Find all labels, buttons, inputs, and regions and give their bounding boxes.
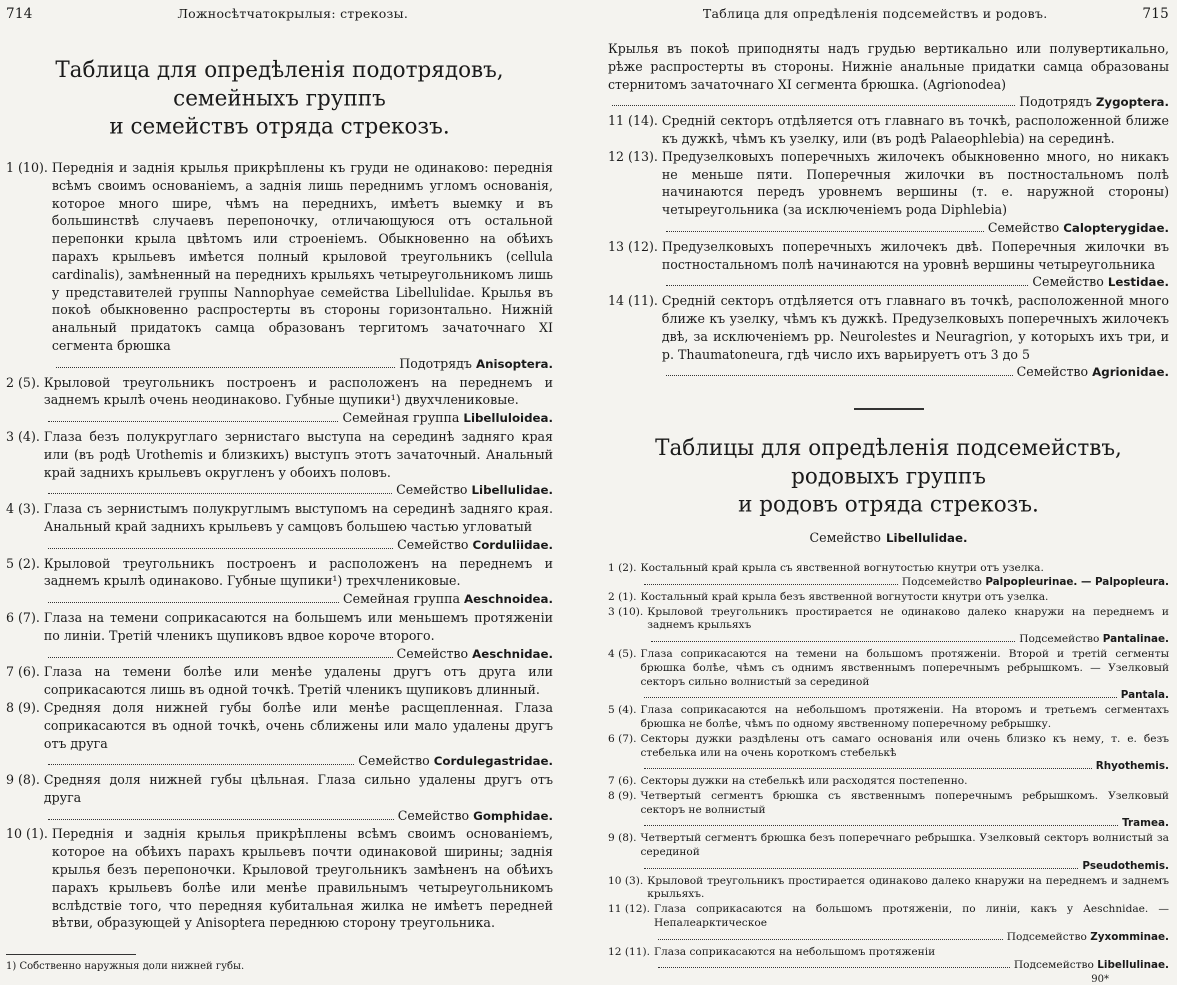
entry-result (640, 576, 1169, 590)
entry-body (647, 875, 1169, 903)
entry-result (640, 860, 1169, 874)
result-prefix: Семейство (396, 482, 468, 498)
dot-leader (666, 230, 984, 232)
entry-body (640, 733, 1169, 774)
heading-line-2: и семействъ отряда стрекозъ. (109, 113, 450, 140)
entry-number: 7 (6). (6, 664, 40, 680)
heading-line-2: и родовъ отряда стрекозъ. (738, 491, 1039, 519)
entry-body (52, 159, 553, 374)
result-prefix: Подсемейство (1019, 633, 1100, 646)
entry-number: 9 (8). (6, 772, 40, 788)
result-label (1082, 860, 1169, 874)
entry-result (662, 363, 1169, 382)
result-taxon: Cordulegastridae. (433, 754, 553, 769)
result-taxon: Libellulidae. (471, 483, 553, 498)
section-heading (608, 434, 1169, 519)
key-entry (6, 555, 553, 609)
key-entries (6, 159, 553, 932)
dot-leader (612, 104, 1015, 106)
entry-text: Средняя доля нижней губы цѣльная. Глаза сильно удалены другъ отъ друга (43, 772, 553, 805)
entry-number: 9 (8). (608, 832, 637, 845)
entry-body (44, 609, 553, 663)
running-head (608, 6, 1169, 26)
key-entry (608, 946, 1169, 974)
entry-number: 2 (1). (608, 590, 637, 603)
entry-text: Глаза соприкасаются на большомъ протяженіи, по линіи, какъ у Aeschnidae. — Непалеарктическое (653, 903, 1169, 930)
dot-leader (56, 366, 395, 368)
key-entry (608, 238, 1169, 292)
key-entry (6, 699, 553, 771)
entry-text: Глаза на темени соприкасаются на большемъ или меньшемъ протяженіи по линіи. Третій членикъ щупиковъ вдвое короче второго. (43, 609, 553, 643)
entry-body (640, 790, 1169, 831)
entry-body (662, 148, 1169, 238)
dot-leader (658, 938, 1003, 940)
entry-result (662, 219, 1169, 238)
result-prefix: Подсемейство (901, 575, 982, 588)
result-taxon: Pantalinae. (1102, 633, 1169, 646)
entry-number: 8 (9). (608, 789, 637, 802)
entry-result (44, 590, 553, 609)
footnote: 1) Собственно наружныя доли нижней губы. (6, 961, 245, 973)
key-entry (608, 790, 1169, 831)
result-prefix: Семейство (396, 645, 469, 661)
running-head-title: Таблица для опредѣленія подсемействъ и родовъ. (702, 6, 1048, 21)
result-taxon: Libellulinae. (1097, 959, 1169, 972)
result-prefix: Семейство (397, 536, 469, 552)
result-label (988, 219, 1169, 238)
dot-leader (48, 818, 394, 820)
result-label (1017, 363, 1169, 382)
key-entry (608, 875, 1169, 903)
printer-signature: 90* (1091, 974, 1109, 985)
key-entry (608, 903, 1169, 944)
entry-text: Крыловой треугольникъ построенъ и расположенъ на переднемъ и заднемъ крылѣ очень неодинаково. Губные щупики¹) двухчлениковые. (43, 374, 553, 408)
entry-body (654, 946, 1169, 974)
result-label (1014, 959, 1169, 973)
entry-number: 13 (12). (608, 238, 658, 254)
dot-leader (651, 640, 1015, 642)
entry-text: Глаза соприкасаются на темени на большомъ протяженіи. Второй и третій сегменты брюшка болѣе, чѣмъ съ однимъ явственнымъ поперечнымъ ребрышкомъ. — Узелковый секторъ сильно волнистый за серединой (640, 647, 1169, 688)
entry-number: 1 (10). (6, 160, 48, 175)
page-number: 715 (1142, 6, 1169, 22)
key-entry (6, 374, 553, 428)
entry-body (654, 903, 1169, 944)
result-label (902, 576, 1169, 590)
dot-leader (644, 867, 1078, 869)
entry-text: Четвертый сегментъ брюшка съ явственнымъ поперечнымъ ребрышкомъ. Узелковый секторъ не волнистый (640, 789, 1169, 816)
key-entry (6, 500, 553, 554)
genus-key (608, 562, 1169, 973)
key-entry (608, 704, 1169, 732)
result-label (1019, 93, 1169, 112)
entry-body (44, 500, 553, 554)
running-head (6, 6, 553, 26)
result-label (399, 355, 553, 374)
entry-text: Крыловой треугольникъ простирается не одинаково далеко кнаружи на переднемъ и заднемъ крыльяхъ (647, 605, 1169, 632)
result-label (398, 807, 553, 826)
entry-result (44, 807, 553, 826)
result-taxon: Tramea. (1122, 817, 1169, 830)
page-number: 714 (6, 6, 33, 22)
entry-number: 11 (12). (608, 903, 650, 916)
result-taxon: Zygoptera. (1095, 95, 1169, 110)
result-prefix: Семейная группа (342, 410, 460, 426)
section-separator (854, 408, 924, 410)
entry-number: 12 (11). (608, 945, 650, 958)
result-label (1019, 633, 1169, 647)
result-label (343, 590, 553, 609)
entry-text: Переднія и заднія крылья прикрѣплены къ груди не одинаково: переднія всѣмъ своимъ основаніемъ, а заднія лишь переднимъ угломъ основанія, которое много шире, чѣмъ на переднихъ, имѣетъ выемку и въ большинствѣ случаевъ перепоночку, отличающуюся отъ остальной перепонки крыла цвѣтомъ или строеніемъ. Обыкновенно на обѣихъ парахъ крыльевъ имѣется полный крыловой треугольникъ (cellula cardinalis), замѣненный на переднихъ крыльяхъ четыреугольникомъ лишь у представителей группы Nannophyae семейства Libellulidae. Крылья въ покоѣ обыкновенно распростерты въ стороны горизонтально. Нижній анальный придатокъ самца образованъ тергитомъ зачаточнаго XI сегмента брюшка (51, 160, 553, 353)
entry-number: 2 (5). (6, 374, 40, 390)
dot-leader (658, 966, 1010, 968)
entry-body (640, 775, 1169, 789)
key-entry (608, 648, 1169, 703)
dot-leader (48, 492, 392, 494)
result-taxon: Corduliidae. (472, 537, 553, 552)
entry-number: 10 (1). (6, 826, 48, 842)
entry-text: Переднія и заднія крылья прикрѣплены всѣмъ своимъ основаніемъ, которое на обѣихъ парахъ крыльевъ почти одинаковой ширины; заднія крылья безъ перепоночки. Крыловой треугольникъ замѣненъ на обѣихъ парахъ крыльевъ болѣе или менѣе правильнымъ четыреугольникомъ вслѣдствіе того, что передняя кубитальная жилка не имѣетъ передней вѣтви, образующей у Anisoptera переднюю сторону треугольника. (51, 826, 553, 931)
entry-body (608, 40, 1169, 112)
entry-text: Глаза соприкасаются на небольшомъ протяженіи (653, 945, 936, 958)
entry-body (640, 832, 1169, 873)
dot-leader (644, 824, 1118, 826)
dot-leader (644, 696, 1116, 698)
key-entries (608, 40, 1169, 382)
entry-text: Четвертый сегментъ брюшка безъ поперечнаго ребрышка. Узелковый секторъ волнистый за серединой (640, 832, 1169, 859)
dot-leader (48, 763, 354, 765)
entry-text: Глаза съ зернистымъ полукруглымъ выступомъ на серединѣ задняго края. Анальный край заднихъ крыльевъ у самцовъ большею частью угловатый (43, 501, 553, 534)
key-entry (6, 159, 553, 374)
entry-result (640, 817, 1169, 831)
entry-result (608, 93, 1169, 112)
result-taxon: Lestidae. (1107, 275, 1169, 290)
entry-text: Предузелковыхъ поперечныхъ жилочекъ двѣ. Поперечныя жилочки въ постностальномъ полѣ начинаются на уровнѣ вершины четыреугольника (661, 238, 1169, 272)
result-taxon: Agrionidae. (1092, 365, 1169, 380)
key-entry (608, 606, 1169, 647)
entry-text: Средній секторъ отдѣляется отъ главнаго въ точкѣ, расположенной ближе къ дужкѣ, чѣмъ къ узелку, или (въ родѣ Palaeophlebia) на серединѣ. (661, 113, 1169, 146)
key-entry (608, 775, 1169, 789)
entry-result (640, 760, 1169, 774)
result-label (1007, 931, 1169, 945)
result-prefix: Семейная группа (343, 591, 460, 607)
result-taxon: Gomphidae. (473, 808, 553, 823)
entry-text: Средній секторъ отдѣляется отъ главнаго въ точкѣ, расположенной много ближе къ узелку, чѣмъ къ дужкѣ. Предузелковыхъ поперечныхъ жилочекъ двѣ, за исключеніемъ рр. Neurolestes и Neuragrion, у которыхъ ихъ три, и р. Thaumatoneura, гдѣ число ихъ варьируетъ отъ 3 до 5 (661, 293, 1169, 362)
entry-body (640, 648, 1169, 703)
entry-body (44, 374, 553, 428)
entry-text: Секторы дужки на стебелькѣ или расходятся постепенно. (640, 775, 968, 788)
key-entry (608, 40, 1169, 112)
result-prefix: Подотрядъ (399, 355, 472, 371)
result-prefix: Семейство (358, 753, 430, 769)
entry-text: Глаза безъ полукруглаго зернистаго выступа на серединѣ задняго края или (въ родѣ Urothemis и близкихъ) выступъ этотъ зачаточный. Анальный край заднихъ крыльевъ округленъ у обоихъ половъ. (43, 428, 553, 480)
entry-number: 6 (7). (6, 609, 40, 625)
result-label (1032, 273, 1169, 292)
family-prefix: Семейство (809, 530, 881, 546)
result-label (1096, 760, 1169, 774)
family-title (608, 527, 1169, 546)
key-entry (608, 148, 1169, 238)
dot-leader (48, 420, 339, 422)
entry-text: Глаза на темени болѣе или менѣе удалены другъ отъ друга или соприкасаются лишь въ одной точкѣ. Третій членикъ щупиковъ длинный. (43, 664, 553, 698)
dot-leader (48, 547, 393, 549)
result-prefix: Семейство (1032, 274, 1104, 290)
section-heading (6, 56, 553, 141)
key-entry (6, 825, 553, 932)
entry-number: 5 (2). (6, 555, 40, 571)
footnote-rule (6, 954, 136, 955)
result-label (358, 752, 553, 771)
entry-body (44, 663, 553, 699)
result-label (396, 481, 553, 500)
result-prefix: Подотрядъ (1019, 94, 1092, 110)
key-entry (6, 428, 553, 500)
key-entry (608, 292, 1169, 382)
entry-result (44, 536, 553, 555)
result-taxon: Aeschnoidea. (464, 592, 553, 607)
entry-text: Костальный край крыла безъ явственной вогнутости кнутри отъ узелка. (640, 590, 1049, 603)
result-taxon: Calopterygidae. (1063, 220, 1169, 235)
key-entry (608, 832, 1169, 873)
left-page (0, 0, 575, 973)
heading-line-1: Таблицы для опредѣленія подсемействъ, родовыхъ группъ (655, 435, 1122, 490)
result-prefix: Подсемейство (1013, 959, 1094, 972)
entry-text: Костальный край крыла съ явственной вогнутостью кнутри отъ узелка. (640, 562, 1044, 575)
key-entry (608, 733, 1169, 774)
key-entry (6, 663, 553, 699)
entry-number: 7 (6). (608, 775, 637, 788)
result-taxon: Aeschnidae. (472, 646, 553, 661)
entry-text: Крылья въ покоѣ приподняты надъ грудью вертикально или полувертикально, рѣже распростерты въ стороны. Нижніе анальные придатки самца образованы стернитомъ зачаточнаго XI сегмента брюшка. (Agrionodea) (608, 41, 1169, 92)
result-label (397, 536, 553, 555)
result-taxon: Pantala. (1120, 689, 1169, 702)
entry-body (662, 292, 1169, 382)
entry-number: 10 (3). (608, 874, 644, 887)
entry-result (52, 355, 553, 374)
dot-leader (644, 583, 897, 585)
result-label (397, 645, 553, 664)
key-entry (608, 591, 1169, 605)
dot-leader (48, 601, 339, 603)
entry-text: Секторы дужки раздѣлены отъ самаго основанія или очень близко къ нему, т. е. безъ стебелька или на очень короткомъ стебелькѣ (640, 732, 1169, 759)
entry-number: 6 (7). (608, 732, 637, 745)
key-entry (6, 609, 553, 663)
result-taxon: Zyxomminae. (1090, 930, 1169, 943)
entry-body (52, 825, 553, 932)
entry-result (662, 273, 1169, 292)
entry-body (640, 562, 1169, 590)
entry-text: Крыловой треугольникъ построенъ и расположенъ на переднемъ и заднемъ крылѣ одинаково. Губные щупики¹) трехчлениковые. (43, 555, 553, 589)
heading-line-1: Таблица для опредѣленія подотрядовъ, семейныхъ группъ (55, 57, 504, 112)
result-prefix: Семейство (1016, 364, 1089, 380)
result-taxon: Palpopleurinae. — Palpopleura. (985, 575, 1169, 588)
entry-number: 3 (10). (608, 605, 644, 618)
result-taxon: Rhyothemis. (1095, 760, 1169, 773)
result-label (1121, 689, 1169, 703)
entry-body (662, 112, 1169, 148)
key-entry (608, 562, 1169, 590)
entry-body (44, 699, 553, 771)
key-entry (608, 112, 1169, 148)
dot-leader (666, 374, 1013, 376)
dot-leader (644, 767, 1091, 769)
result-prefix: Семейство (987, 219, 1060, 235)
entry-number: 4 (3). (6, 501, 40, 517)
running-head-title: Ложносѣтчатокрылыя: стрекозы. (177, 6, 409, 21)
entry-number: 11 (14). (608, 113, 658, 129)
entry-result (44, 481, 553, 500)
dot-leader (666, 284, 1029, 286)
entry-body (640, 704, 1169, 732)
result-label (1122, 817, 1169, 831)
entry-number: 8 (9). (6, 699, 40, 715)
result-taxon: Libelluloidea. (463, 411, 553, 426)
result-taxon: Anisoptera. (475, 356, 553, 371)
result-prefix: Подсемейство (1006, 930, 1087, 943)
result-prefix: Семейство (397, 807, 470, 823)
entry-number: 4 (5). (608, 647, 637, 660)
entry-result (44, 409, 553, 428)
entry-body (44, 428, 553, 500)
entry-text: Глаза соприкасаются на небольшомъ протяженіи. На второмъ и третьемъ сегментахъ брюшка не болѣе, чѣмъ по одному явственному поперечному ребрышку. (640, 704, 1169, 730)
entry-result (647, 633, 1169, 647)
result-taxon: Pseudothemis. (1082, 859, 1169, 872)
entry-body (44, 555, 553, 609)
entry-text: Предузелковыхъ поперечныхъ жилочекъ обыкновенно много, но никакъ не меньше пяти. Поперечныя жилочки въ постностальномъ полѣ начинаются передъ уровнемъ вершины (т. е. наружной стороны) четыреугольника (за исключеніемъ рода Diphlebia) (661, 148, 1169, 218)
entry-number: 3 (4). (6, 428, 40, 444)
entry-number: 5 (4). (608, 704, 637, 717)
entry-text: Средняя доля нижней губы болѣе или менѣе расщепленная. Глаза соприкасаются въ одной точкѣ, очень сближены или мало удалены другъ отъ друга (43, 699, 553, 751)
entry-body (640, 591, 1169, 605)
entry-number: 14 (11). (608, 293, 658, 309)
key-entry (6, 771, 553, 825)
dot-leader (48, 656, 393, 658)
entry-result (44, 752, 553, 771)
entry-body (647, 606, 1169, 647)
entry-body (44, 771, 553, 825)
entry-result (654, 931, 1169, 945)
entry-body (662, 238, 1169, 292)
entry-result (654, 959, 1169, 973)
entry-result (640, 689, 1169, 703)
entry-result (44, 645, 553, 664)
entry-number: 12 (13). (608, 148, 658, 164)
entry-text: Крыловой треугольникъ простирается одинаково далеко кнаружи на переднемъ и заднемъ крыльяхъ. (647, 874, 1169, 901)
right-page (586, 0, 1177, 985)
family-name: Libellulidae. (886, 531, 968, 546)
entry-number: 1 (2). (608, 562, 637, 575)
result-label (342, 409, 553, 428)
